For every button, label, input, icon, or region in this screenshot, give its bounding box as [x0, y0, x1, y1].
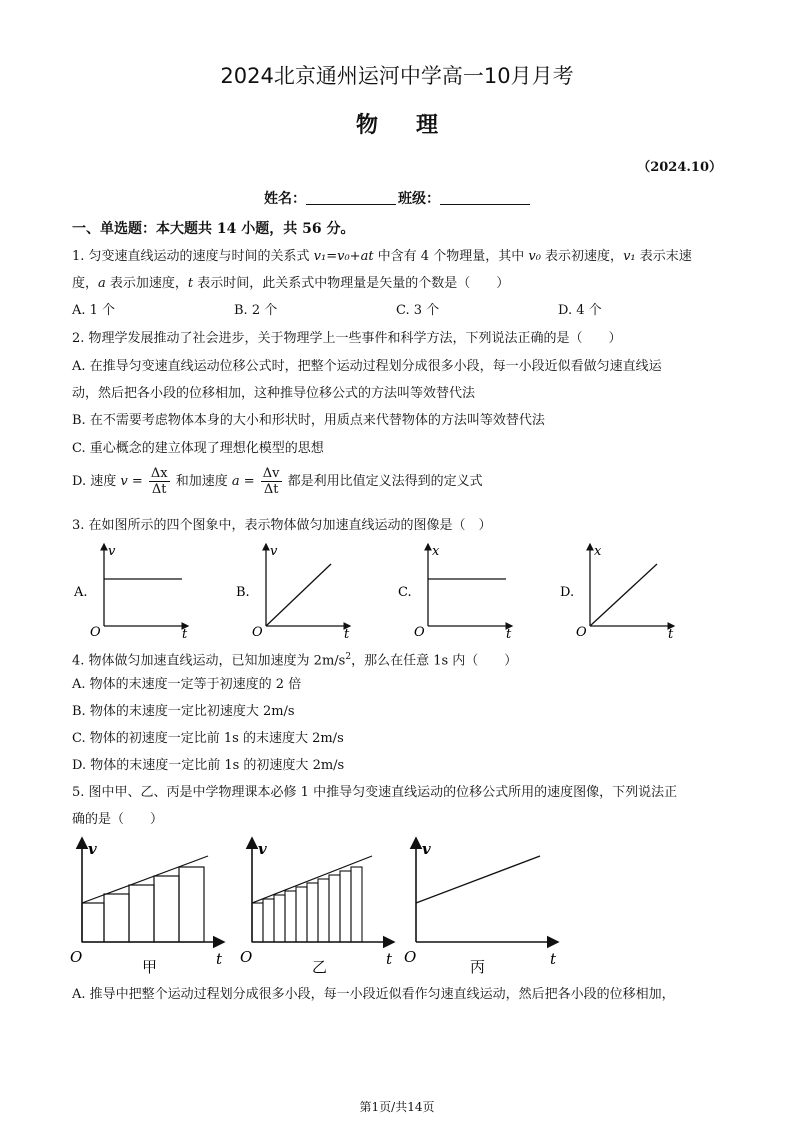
- q5-graph-jia: [70, 838, 224, 976]
- q2-option-a-line2: 动，然后把各小段的位移相加，这种推导位移公式的方法叫等效替代法: [72, 386, 476, 401]
- svg-text:丙: 丙: [470, 958, 486, 976]
- subject-title: 物理: [355, 112, 476, 138]
- q2-option-b: B. 在不需要考虑物体本身的大小和形状时，用质点来代替物体的方法叫等效替代法: [72, 413, 545, 428]
- section-heading: 一、单选题：本大题共 14 小题，共 56 分。: [72, 221, 355, 237]
- q1-option-d: D. 4 个: [558, 303, 602, 318]
- svg-text:t: t: [668, 627, 674, 642]
- svg-text:v: v: [88, 840, 97, 858]
- q5-graph-yi: [240, 838, 394, 976]
- q2-option-d: D. 速度 v = $\frac{\Delta x}{\Delta t}$ 和加速度 a = $\frac{\Delta v}{\Delta t}$ 都是利用比值定义法得到的定义式: [72, 466, 483, 497]
- q5-stem-line1: 5. 图中甲、乙、丙是中学物理课本必修 1 中推导匀变速直线运动的位移公式所用的速度图像，下列说法正: [72, 785, 678, 800]
- q1-options: [72, 302, 727, 320]
- svg-text:x: x: [594, 544, 602, 559]
- svg-text:B.: B.: [236, 585, 250, 600]
- q1-line2: 度，a 表示加速度，t 表示时间，此关系式中物理量是矢量的个数是（ ）: [72, 276, 510, 291]
- q3-graph-b: [236, 544, 350, 642]
- page-footer: 第1页/共14页: [359, 1100, 435, 1114]
- svg-text:O: O: [252, 625, 263, 640]
- svg-text:O: O: [240, 948, 253, 966]
- svg-text:v: v: [270, 544, 278, 559]
- q3-graph-a: [73, 544, 188, 642]
- q5-option-a: A. 推导中把整个运动过程划分成很多小段，每一小段近似看作匀速直线运动，然后把各小段的位移相加，: [72, 987, 675, 1002]
- q4-option-b: B. 物体的末速度一定比初速度大 2m/s: [72, 704, 295, 719]
- svg-text:乙: 乙: [312, 958, 328, 976]
- svg-text:甲: 甲: [142, 958, 158, 976]
- svg-text:t: t: [216, 950, 223, 968]
- name-class-bar: [0, 188, 794, 208]
- svg-text:v: v: [108, 544, 116, 559]
- svg-text:t: t: [506, 627, 512, 642]
- class-label: 班级：: [398, 191, 440, 207]
- svg-text:t: t: [182, 627, 188, 642]
- q3-graph-d: [560, 544, 674, 642]
- q5-stem-line2: 确的是（ ）: [72, 812, 164, 827]
- svg-text:D.: D.: [560, 585, 575, 600]
- svg-text:O: O: [70, 948, 83, 966]
- exam-date: （2024.10）: [637, 160, 722, 175]
- svg-text:O: O: [404, 948, 417, 966]
- q2-stem: 2. 物理学发展推动了社会进步，关于物理学上一些事件和科学方法，下列说法正确的是（ ）: [72, 331, 622, 346]
- svg-text:C.: C.: [398, 585, 412, 600]
- acceleration-fraction: $\frac{\Delta v}{\Delta t}$: [262, 466, 280, 497]
- q2-option-a-line1: A. 在推导匀变速直线运动位移公式时，把整个运动过程划分成很多小段，每一小段近似看做匀速直线运: [72, 359, 662, 374]
- q1-line1: 1. 匀变速直线运动的速度与时间的关系式 v₁=v₀+at 中含有 4 个物理量，其中 v₀ 表示初速度，v₁ 表示末速: [72, 249, 692, 264]
- class-blank: [440, 191, 530, 205]
- svg-text:A.: A.: [74, 585, 88, 600]
- exam-title: 2024北京通州运河中学高一10月月考: [220, 64, 574, 88]
- name-label: 姓名：: [264, 191, 306, 207]
- q1-option-b: B. 2 个: [234, 303, 278, 318]
- svg-text:v: v: [422, 840, 431, 858]
- svg-text:O: O: [414, 625, 425, 640]
- q2-option-c: C. 重心概念的建立体现了理想化模型的思想: [72, 441, 324, 456]
- svg-text:x: x: [432, 544, 440, 559]
- q3-graphs: [60, 538, 700, 642]
- svg-text:t: t: [386, 950, 393, 968]
- q5-graph-bing: [404, 838, 558, 976]
- q1-option-a: A. 1 个: [72, 303, 116, 318]
- velocity-fraction: $\frac{\Delta x}{\Delta t}$: [150, 466, 168, 497]
- q4-option-d: D. 物体的末速度一定比前 1s 的初速度大 2m/s: [72, 758, 345, 773]
- q3-graph-c: [398, 544, 512, 642]
- q5-graphs: [66, 832, 566, 982]
- svg-text:O: O: [90, 625, 101, 640]
- svg-text:t: t: [550, 950, 557, 968]
- graph-d-line: [590, 564, 657, 626]
- q4-option-c: C. 物体的初速度一定比前 1s 的末速度大 2m/s: [72, 731, 344, 746]
- graph-b-line: [266, 564, 331, 626]
- q4-option-a: A. 物体的末速度一定等于初速度的 2 倍: [72, 677, 302, 692]
- name-blank: [306, 191, 396, 205]
- q1-option-c: C. 3 个: [396, 303, 440, 318]
- svg-text:O: O: [576, 625, 587, 640]
- q4-stem: 4. 物体做匀加速直线运动，已知加速度为 $2m/s^2$，那么在任意 1s 内（ ）: [72, 652, 518, 669]
- svg-text:t: t: [344, 627, 350, 642]
- svg-text:v: v: [258, 840, 267, 858]
- q1-formula: v₁=v₀+at: [313, 249, 374, 264]
- q3-stem: 3. 在如图所示的四个图象中，表示物体做匀加速直线运动的图像是（ ）: [72, 518, 492, 533]
